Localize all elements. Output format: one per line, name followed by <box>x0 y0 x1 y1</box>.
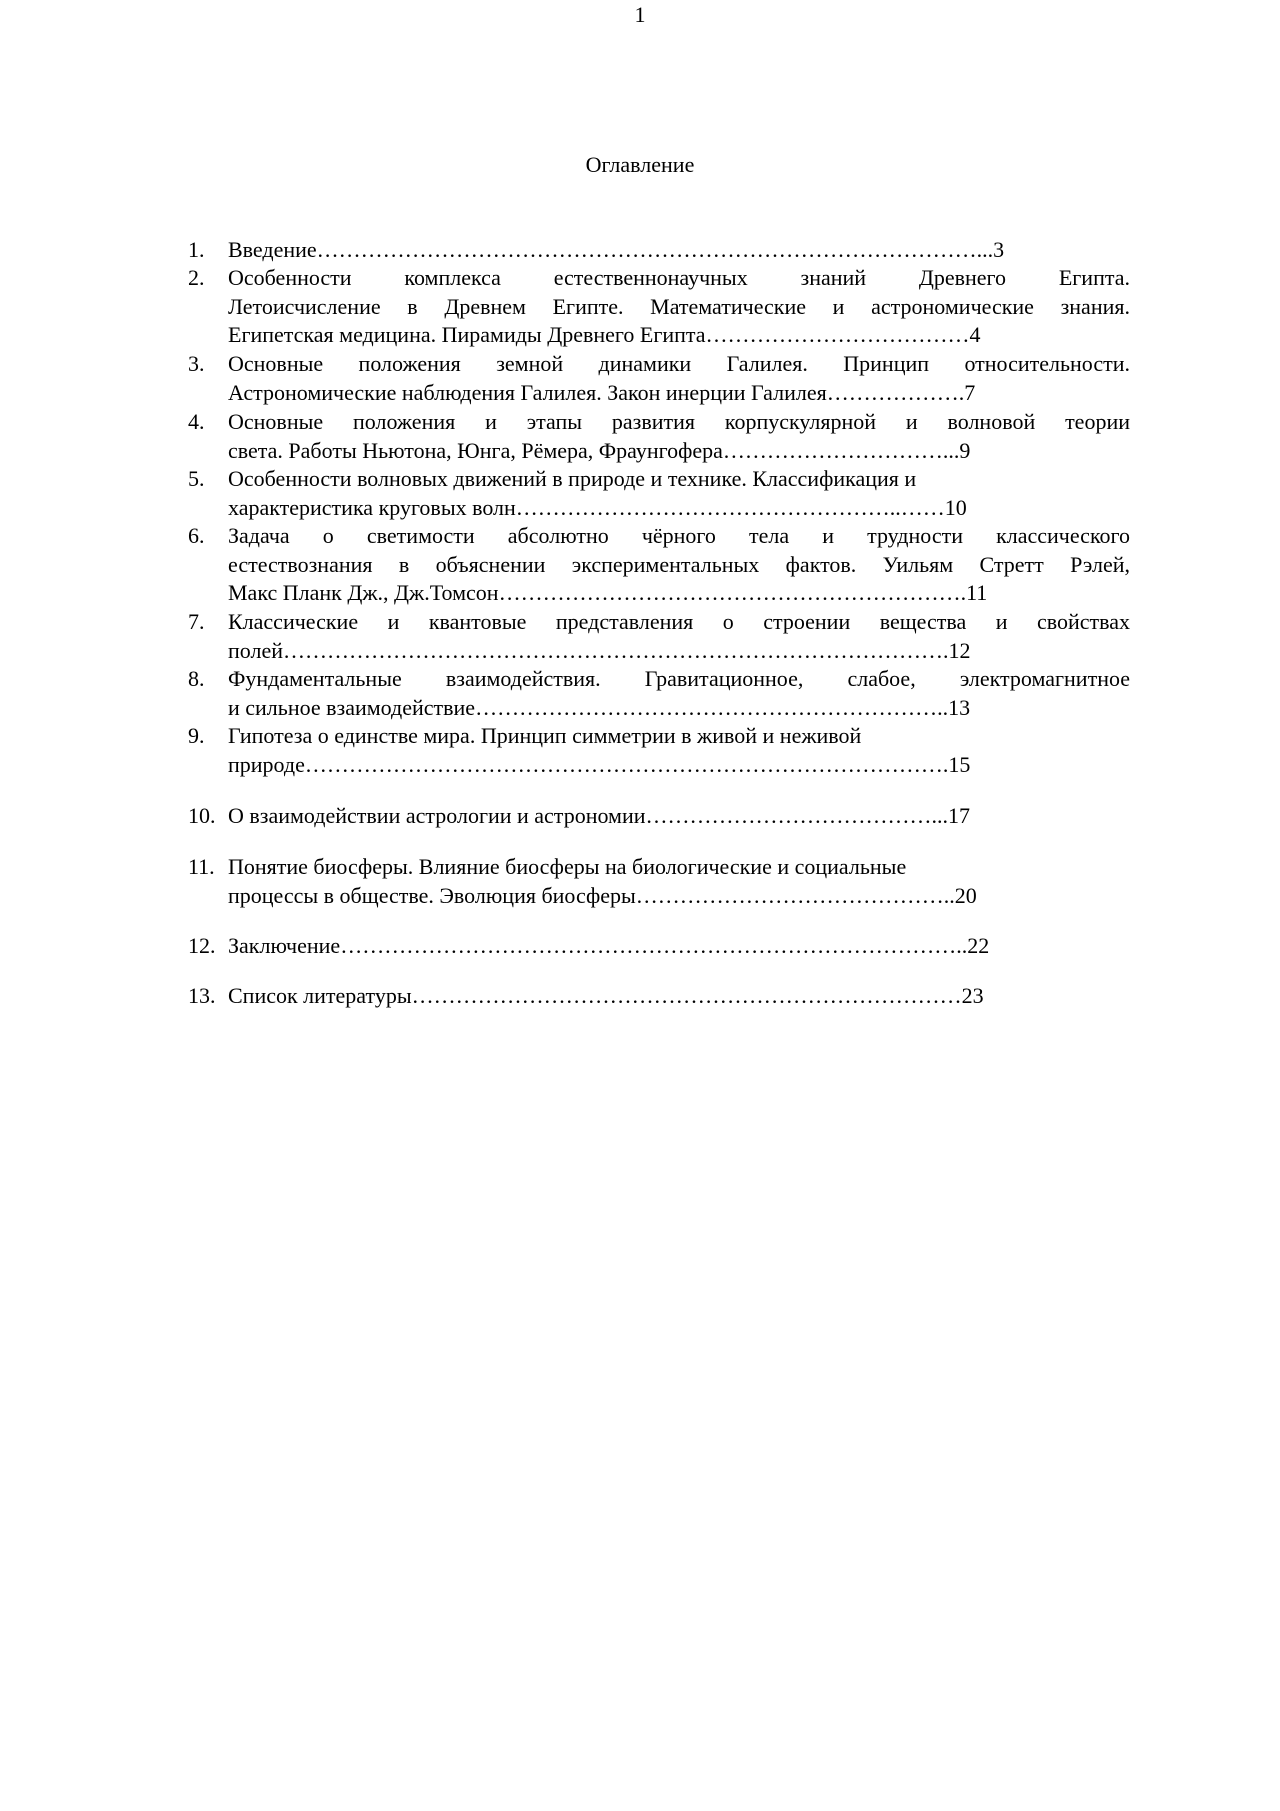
toc-item[interactable] <box>188 608 1130 665</box>
toc-item-line: характеристика круговых волн……………………………………………..……10 <box>228 494 967 520</box>
toc-item-number: 2. <box>188 265 205 290</box>
toc-item-line: Основные положения и этапы развития корпускулярной и волновой теории <box>228 409 1130 434</box>
toc-item-number: 12. <box>188 933 216 958</box>
toc-item-line: Особенности волновых движений в природе и технике. Классификация и <box>228 466 917 491</box>
toc-item[interactable] <box>188 665 1130 722</box>
toc-item-line: Основные положения земной динамики Галилея. Принцип относительности. <box>228 351 1130 376</box>
toc-item-number: 8. <box>188 666 205 691</box>
toc-item[interactable] <box>188 982 1130 1011</box>
toc-item[interactable] <box>188 522 1130 608</box>
page-title: Оглавление <box>585 152 695 177</box>
toc-item-number: 1. <box>188 237 205 262</box>
toc-item[interactable] <box>188 264 1130 350</box>
toc-item-line: Фундаментальные взаимодействия. Гравитационное, слабое, электромагнитное <box>228 666 1130 691</box>
toc-item-number: 7. <box>188 609 205 634</box>
toc-item-line: Макс Планк Дж., Дж.Томсон……………………………………………………….11 <box>228 580 988 605</box>
toc-item-line: полей……………………………………………………………………………….12 <box>228 637 971 663</box>
toc-item[interactable] <box>188 350 1130 407</box>
toc-item[interactable] <box>188 408 1130 465</box>
toc-item-line: Особенности комплекса естественнонаучных знаний Древнего Египта. <box>228 265 1130 290</box>
toc-item-line: Список литературы…………………………………………………………………23 <box>228 983 984 1008</box>
toc-item-number: 5. <box>188 466 205 491</box>
toc-item-line: О взаимодействии астрологии и астрономии…………………………………...17 <box>228 803 971 828</box>
toc-item-number: 13. <box>188 983 216 1008</box>
toc-item-line: природе…………………………………………………………………………….15 <box>228 751 971 777</box>
toc-item-line: естествознания в объяснении экспериментальных фактов. Уильям Стретт Рэлей, <box>228 551 1130 577</box>
toc-item-number: 6. <box>188 523 205 548</box>
toc-item-line: Гипотеза о единстве мира. Принцип симметрии в живой и неживой <box>228 723 862 748</box>
toc-item-line: Введение………………………………………………………………………………...3 <box>228 237 1005 262</box>
toc-item-line: Заключение…………………………………………………………………………..22 <box>228 933 990 958</box>
page-number: 1 <box>634 2 646 27</box>
toc-item[interactable] <box>188 932 1130 961</box>
toc-item-line: Задача о светимости абсолютно чёрного тела и трудности классического <box>228 523 1130 548</box>
toc-item-number: 11. <box>188 854 215 879</box>
toc-item-number: 4. <box>188 409 205 434</box>
toc-item-line: Классические и квантовые представления о строении вещества и свойствах <box>228 609 1130 634</box>
toc-item-line: Летоисчисление в Древнем Египте. Математические и астрономические знания. <box>228 293 1130 319</box>
toc-item[interactable] <box>188 722 1130 779</box>
toc-item-line: и сильное взаимодействие………………………………………………………..13 <box>228 694 971 720</box>
toc-item-line: Египетская медицина. Пирамиды Древнего Египта………………………………4 <box>228 322 981 347</box>
toc-item-number: 10. <box>188 803 216 828</box>
toc-item-number: 3. <box>188 351 205 376</box>
toc-item[interactable] <box>188 465 1130 522</box>
toc-item[interactable] <box>188 853 1130 910</box>
toc-item-line: Понятие биосферы. Влияние биосферы на биологические и социальные <box>228 854 907 879</box>
toc-item-line: света. Работы Ньютона, Юнга, Рёмера, Фраунгофера…………………………...9 <box>228 437 971 463</box>
toc-item-line: процессы в обществе. Эволюция биосферы……………………………………..20 <box>228 882 977 908</box>
toc-item[interactable] <box>188 236 1130 265</box>
toc-item-line: Астрономические наблюдения Галилея. Закон инерции Галилея……………….7 <box>228 379 976 405</box>
toc-item-number: 9. <box>188 723 205 748</box>
toc-item[interactable] <box>188 802 1130 831</box>
